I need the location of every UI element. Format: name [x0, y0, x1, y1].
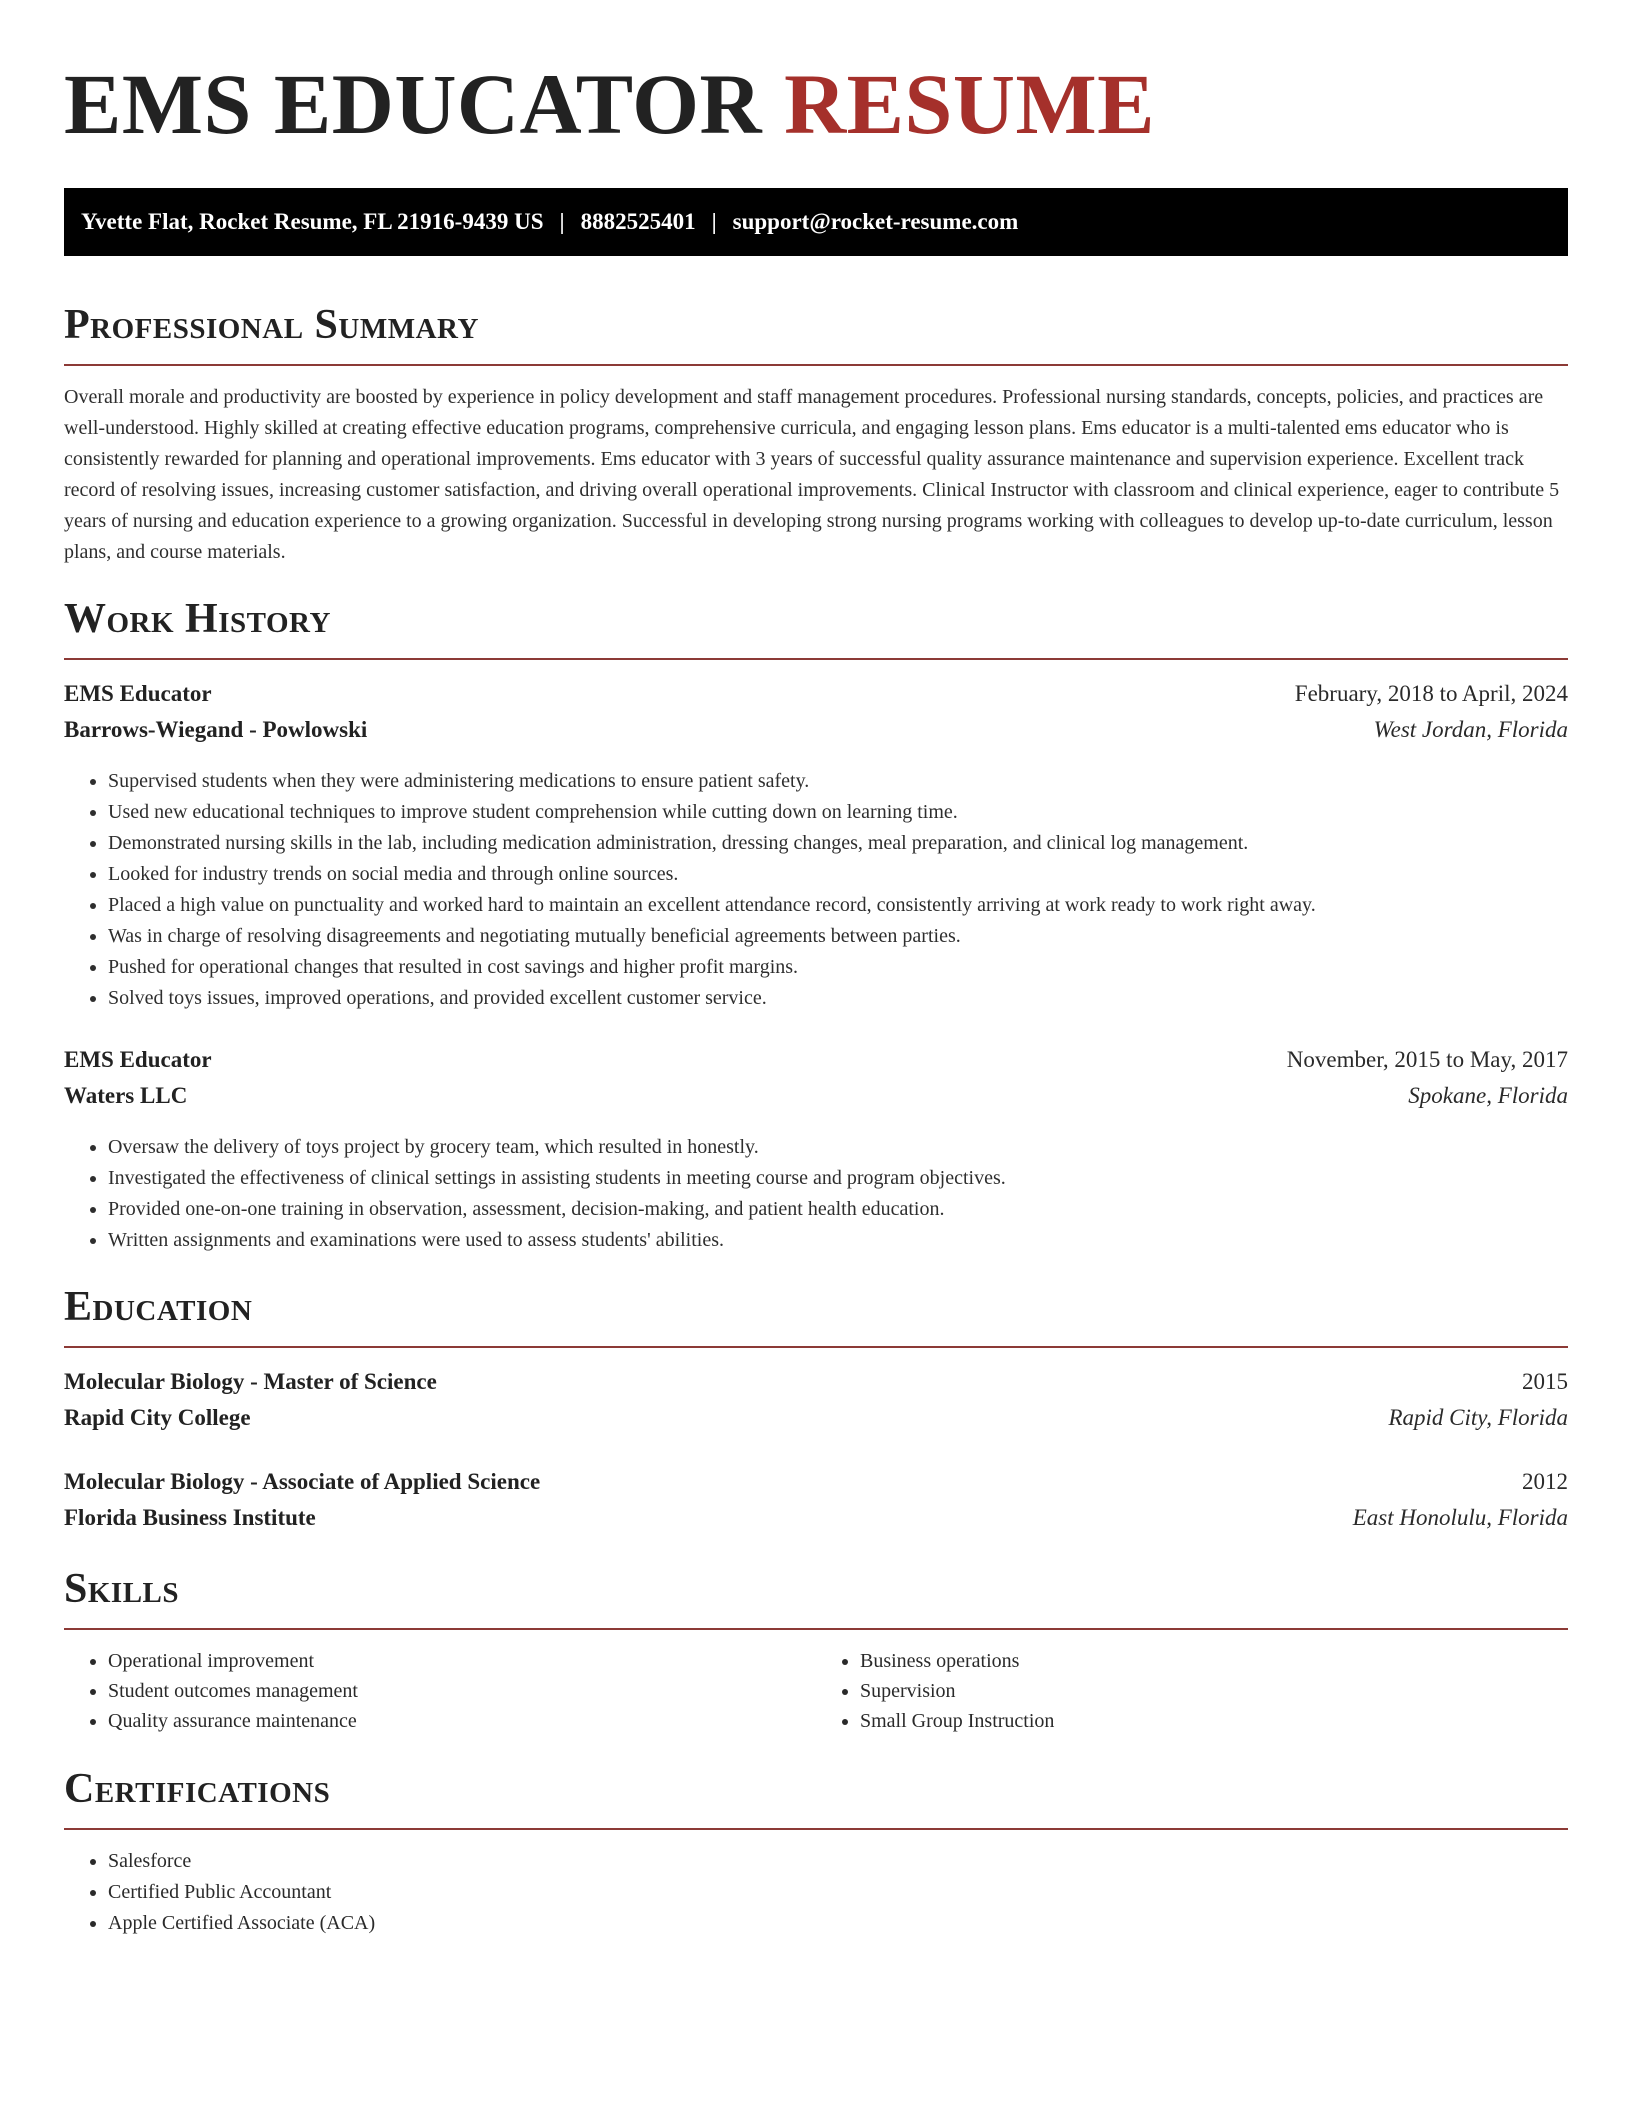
- list-item: • Oversaw the delivery of toys project by grocery team, which resulted in honestly.: [108, 1132, 1568, 1163]
- summary-text: Overall morale and productivity are boosted by experience in policy development and staff management procedures. Professional nursing standards, concepts, policies, and practices are well-understood. Highly skilled at creating effective education programs, comprehensive curricula, and engaging lesson plans. Ems educator is a multi-talented ems educator who is consistently rewarded for planning and operational improvements. Ems educator with 3 years of successful quality assurance maintenance and supervision experience. Excellent track record of resolving issues, increasing customer satisfaction, and driving overall operational improvements. Clinical Instructor with classroom and clinical experience, eager to contribute 5 years of nursing and education experience to a growing organization. Successful in developing strong nursing programs working with colleagues to develop up-to-date curriculum, lesson plans, and course materials.: [64, 386, 1560, 563]
- job-company: Waters LLC: [64, 1083, 188, 1108]
- job-title: EMS Educator: [64, 681, 212, 706]
- list-item: • Supervised students when they were administering medications to ensure patient safety.: [108, 766, 1568, 797]
- education-year: 2015: [1522, 1369, 1568, 1394]
- section-heading: Work History: [64, 596, 331, 642]
- job-entry: [64, 676, 1568, 1014]
- title-accent: RESUME: [784, 56, 1156, 152]
- list-item: • Certified Public Accountant: [108, 1877, 1568, 1908]
- section-divider: [64, 364, 1568, 366]
- list-item: • Student outcomes management: [108, 1676, 816, 1706]
- list-item: • Provided one-on-one training in observation, assessment, decision-making, and patient health education.: [108, 1194, 1568, 1225]
- skills-section: [64, 1564, 1568, 1736]
- job-bullets: [64, 1132, 1568, 1256]
- job-entry: [64, 1042, 1568, 1256]
- job-title: EMS Educator: [64, 1047, 212, 1072]
- education-entry: [64, 1364, 1568, 1436]
- list-item: • Written assignments and examinations were used to assess students' abilities.: [108, 1225, 1568, 1256]
- education-year: 2012: [1522, 1469, 1568, 1494]
- list-item: • Demonstrated nursing skills in the lab, including medication administration, dressing changes, meal preparation, and clinical log management.: [108, 828, 1568, 859]
- list-item: • Looked for industry trends on social media and through online sources.: [108, 859, 1568, 890]
- certifications-list: [64, 1846, 1568, 1939]
- job-location: West Jordan, Florida: [1373, 717, 1568, 742]
- section-heading: Education: [64, 1284, 253, 1330]
- education-school: Rapid City College: [64, 1405, 251, 1430]
- section-divider: [64, 658, 1568, 660]
- education-school: Florida Business Institute: [64, 1505, 316, 1530]
- list-item: • Placed a high value on punctuality and worked hard to maintain an excellent attendance record, consistently arriving at work ready to work right away.: [108, 890, 1568, 921]
- section-divider: [64, 1346, 1568, 1348]
- list-item: • Supervision: [860, 1676, 1568, 1706]
- job-bullets: [64, 766, 1568, 1014]
- education-location: Rapid City, Florida: [1388, 1405, 1568, 1430]
- contact-email: support@rocket-resume.com: [732, 209, 1019, 234]
- job-dates: November, 2015 to May, 2017: [1286, 1047, 1568, 1072]
- work-history-section: [64, 594, 1568, 1256]
- section-heading: Skills: [64, 1566, 180, 1612]
- job-location: Spokane, Florida: [1408, 1083, 1568, 1108]
- skills-list-right: [816, 1646, 1568, 1736]
- contact-separator: |: [559, 209, 565, 234]
- education-degree: Molecular Biology - Associate of Applied Science: [64, 1469, 541, 1494]
- job-company: Barrows-Wiegand - Powlowski: [64, 717, 368, 742]
- resume-title: [64, 0, 1568, 152]
- section-divider: [64, 1628, 1568, 1630]
- summary-section: [64, 300, 1568, 568]
- list-item: • Quality assurance maintenance: [108, 1706, 816, 1736]
- list-item: • Pushed for operational changes that resulted in cost savings and higher profit margins.: [108, 952, 1568, 983]
- skills-list-left: [64, 1646, 816, 1736]
- list-item: • Solved toys issues, improved operations, and provided excellent customer service.: [108, 983, 1568, 1014]
- list-item: • Investigated the effectiveness of clinical settings in assisting students in meeting course and program objectives.: [108, 1163, 1568, 1194]
- contact-phone: 8882525401: [580, 209, 696, 234]
- skills-columns: [64, 1646, 1568, 1736]
- list-item: • Operational improvement: [108, 1646, 816, 1676]
- certifications-section: [64, 1764, 1568, 1939]
- list-item: • Used new educational techniques to improve student comprehension while cutting down on learning time.: [108, 797, 1568, 828]
- list-item: • Small Group Instruction: [860, 1706, 1568, 1736]
- list-item: • Business operations: [860, 1646, 1568, 1676]
- education-location: East Honolulu, Florida: [1352, 1505, 1568, 1530]
- list-item: • Salesforce: [108, 1846, 1568, 1877]
- education-degree: Molecular Biology - Master of Science: [64, 1369, 437, 1394]
- contact-address: Yvette Flat, Rocket Resume, FL 21916-9439 US: [81, 209, 544, 234]
- contact-bar: [64, 188, 1568, 256]
- section-heading: Professional Summary: [64, 302, 479, 348]
- contact-separator: |: [711, 209, 717, 234]
- section-divider: [64, 1828, 1568, 1830]
- list-item: • Apple Certified Associate (ACA): [108, 1908, 1568, 1939]
- section-heading: Certifications: [64, 1766, 331, 1812]
- title-main: EMS EDUCATOR: [64, 56, 763, 152]
- education-entry: [64, 1464, 1568, 1536]
- education-section: [64, 1282, 1568, 1536]
- list-item: • Was in charge of resolving disagreements and negotiating mutually beneficial agreements between parties.: [108, 921, 1568, 952]
- job-dates: February, 2018 to April, 2024: [1294, 681, 1568, 706]
